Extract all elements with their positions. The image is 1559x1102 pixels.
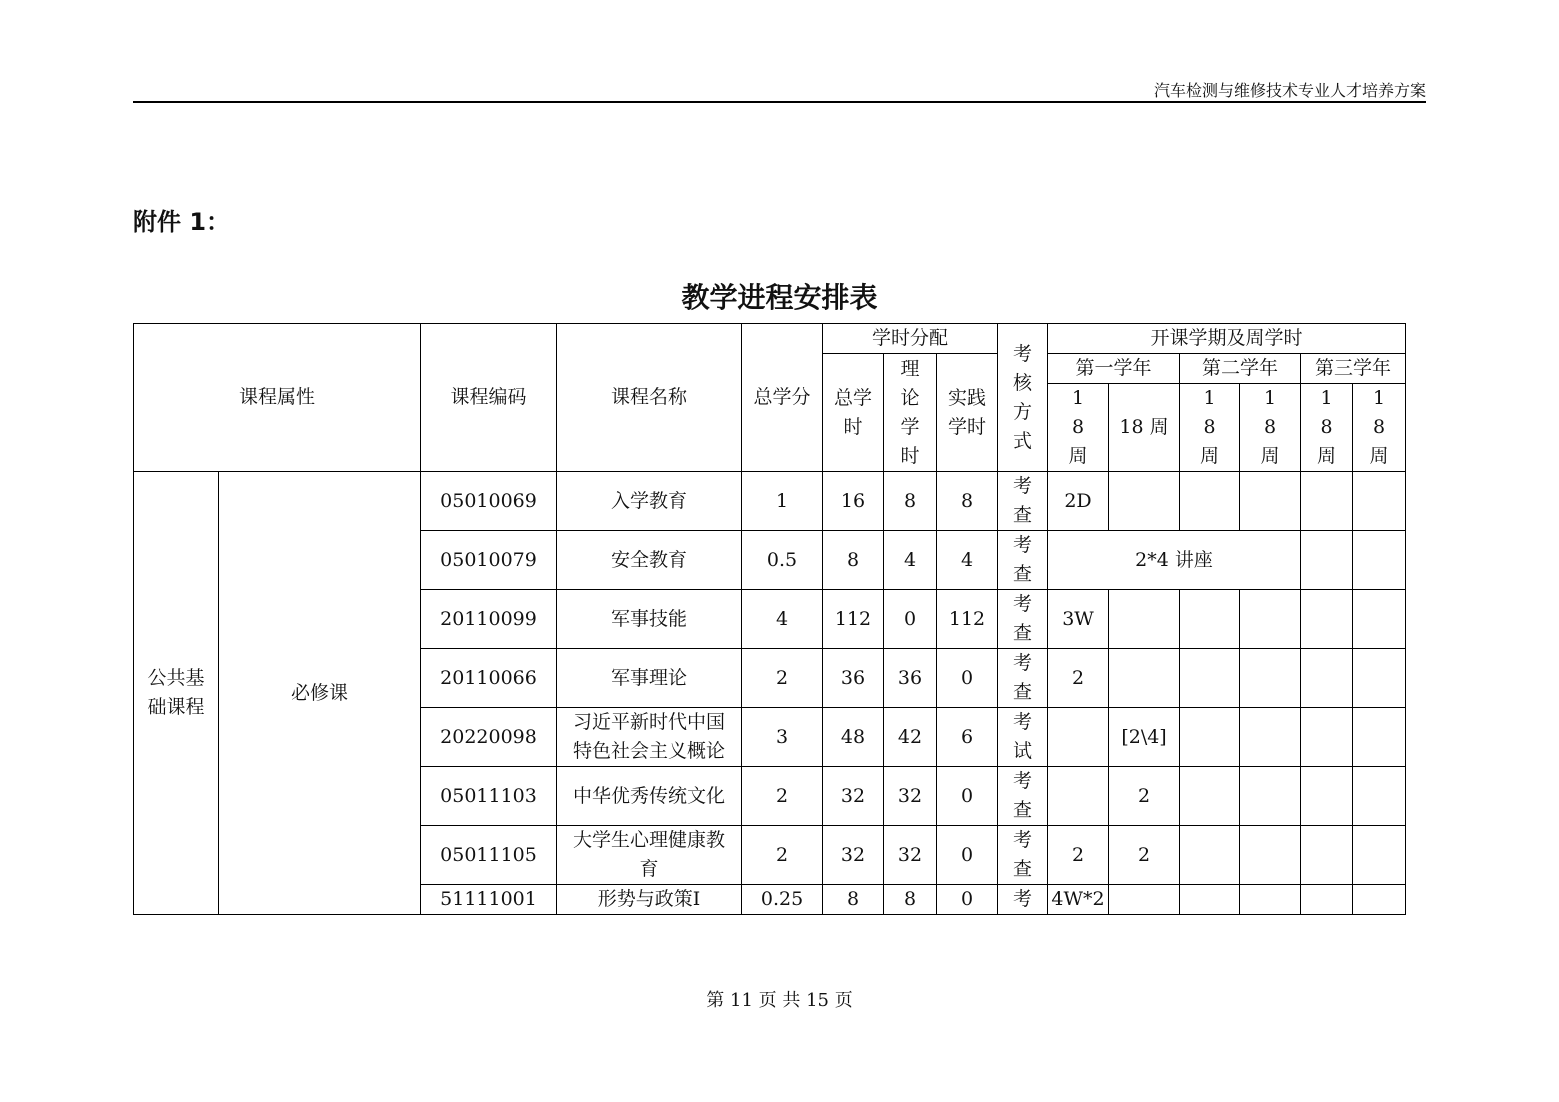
semester-1: 2: [1048, 649, 1109, 708]
assessment-text: 考查: [1013, 534, 1033, 585]
credits: 2: [742, 649, 823, 708]
theory-hours: 0: [884, 590, 937, 649]
credits: 1: [742, 472, 823, 531]
semester-2: [1109, 472, 1180, 531]
semester-3: [1180, 708, 1240, 767]
assessment: [998, 531, 1048, 590]
semester-5: [1301, 590, 1353, 649]
semester-3: [1180, 472, 1240, 531]
assessment: [998, 590, 1048, 649]
week-text: 18周: [1317, 387, 1337, 467]
semester-2: [1109, 885, 1180, 915]
course-name-text: 大学生心理健康教育: [573, 829, 726, 880]
assessment: [998, 708, 1048, 767]
credits: 3: [742, 708, 823, 767]
col-assessment: [998, 324, 1048, 472]
semester-2: 2: [1109, 767, 1180, 826]
semester-5: [1301, 826, 1353, 885]
theory-hours-text: 理论学时: [900, 357, 920, 467]
semester-6: [1353, 649, 1406, 708]
practice-hours: 6: [937, 708, 998, 767]
practice-hours: 0: [937, 767, 998, 826]
total-hours-text: 总学时: [834, 386, 873, 438]
total-hours: 8: [823, 531, 884, 590]
semester-span-lecture: 2*4 讲座: [1048, 531, 1301, 590]
semester-6: [1353, 472, 1406, 531]
course-code: 05010079: [421, 531, 557, 590]
running-header: 汽车检测与维修技术专业人才培养方案: [1153, 81, 1426, 100]
assessment: [998, 885, 1048, 915]
semester-3: [1180, 649, 1240, 708]
total-hours: 16: [823, 472, 884, 531]
assessment-text: 考: [1013, 888, 1033, 910]
total-hours: 48: [823, 708, 884, 767]
semester-5: [1301, 531, 1353, 590]
semester-1: 4W*2: [1048, 885, 1109, 915]
course-name: 军事理论: [557, 649, 742, 708]
theory-hours: 36: [884, 649, 937, 708]
col-year3: 第三学年: [1301, 354, 1406, 384]
assessment-text: 考查: [1013, 770, 1033, 821]
semester-5: [1301, 472, 1353, 531]
course-name: 入学教育: [557, 472, 742, 531]
assessment-header-text: 考核方式: [1013, 342, 1033, 452]
theory-hours: 42: [884, 708, 937, 767]
practice-hours: 4: [937, 531, 998, 590]
col-course-code: 课程编码: [421, 324, 557, 472]
theory-hours: 4: [884, 531, 937, 590]
course-code: 20110066: [421, 649, 557, 708]
course-name: 军事技能: [557, 590, 742, 649]
semester-5: [1301, 708, 1353, 767]
theory-hours: 32: [884, 826, 937, 885]
category-cell: [134, 472, 219, 915]
semester-4: [1240, 708, 1301, 767]
schedule-table: [133, 323, 1406, 915]
course-code: 20220098: [421, 708, 557, 767]
category-text: 公共基础课程: [147, 667, 205, 718]
page-number: 第 11 页 共 15 页: [706, 990, 853, 1011]
semester-6: [1353, 826, 1406, 885]
page-title: 教学进程安排表: [681, 281, 878, 314]
credits: 0.5: [742, 531, 823, 590]
theory-hours: 32: [884, 767, 937, 826]
credits: 0.25: [742, 885, 823, 915]
col-total-hours: [823, 354, 884, 472]
assessment-text: 考查: [1013, 652, 1033, 703]
assessment: [998, 826, 1048, 885]
semester-6: [1353, 767, 1406, 826]
practice-hours-text: 实践学时: [948, 386, 987, 438]
course-code: 05011103: [421, 767, 557, 826]
semester-6: [1353, 885, 1406, 915]
subcategory-cell: 必修课: [219, 472, 421, 915]
theory-hours: 8: [884, 885, 937, 915]
total-hours: 32: [823, 767, 884, 826]
semester-4: [1240, 649, 1301, 708]
semester-6: [1353, 708, 1406, 767]
semester-1: 3W: [1048, 590, 1109, 649]
semester-6: [1353, 590, 1406, 649]
course-code: 05010069: [421, 472, 557, 531]
assessment-text: 考查: [1013, 475, 1033, 526]
credits: 4: [742, 590, 823, 649]
assessment-text: 考查: [1013, 829, 1033, 880]
header-row-1: [134, 324, 1406, 354]
practice-hours: 0: [937, 826, 998, 885]
course-name: 形势与政策Ⅰ: [557, 885, 742, 915]
appendix-label: 附件 1：: [133, 208, 231, 236]
col-course-name: 课程名称: [557, 324, 742, 472]
credits: 2: [742, 767, 823, 826]
col-week-5: [1301, 384, 1353, 472]
semester-6: [1353, 531, 1406, 590]
practice-hours: 0: [937, 649, 998, 708]
col-week-2: 18 周: [1109, 384, 1180, 472]
theory-hours: 8: [884, 472, 937, 531]
total-hours: 32: [823, 826, 884, 885]
assessment-text: 考试: [1013, 711, 1033, 762]
col-semester-group: 开课学期及周学时: [1048, 324, 1406, 354]
week-text: 18周: [1369, 387, 1389, 467]
credits: 2: [742, 826, 823, 885]
course-name: [557, 826, 742, 885]
practice-hours: 8: [937, 472, 998, 531]
col-hours-group: 学时分配: [823, 324, 998, 354]
col-theory-hours: [884, 354, 937, 472]
header-rule: [133, 101, 1426, 103]
practice-hours: 112: [937, 590, 998, 649]
total-hours: 112: [823, 590, 884, 649]
semester-5: [1301, 767, 1353, 826]
col-week-6: [1353, 384, 1406, 472]
col-year1: 第一学年: [1048, 354, 1180, 384]
semester-4: [1240, 885, 1301, 915]
col-total-credits: 总学分: [742, 324, 823, 472]
course-code: 05011105: [421, 826, 557, 885]
col-year2: 第二学年: [1180, 354, 1301, 384]
week-text: 18周: [1260, 387, 1280, 467]
semester-4: [1240, 472, 1301, 531]
semester-5: [1301, 885, 1353, 915]
semester-2: 2: [1109, 826, 1180, 885]
semester-3: [1180, 590, 1240, 649]
semester-4: [1240, 767, 1301, 826]
semester-3: [1180, 767, 1240, 826]
semester-1: [1048, 708, 1109, 767]
semester-2: [1109, 649, 1180, 708]
table-row: [134, 472, 1406, 531]
assessment-text: 考查: [1013, 593, 1033, 644]
semester-4: [1240, 590, 1301, 649]
semester-4: [1240, 826, 1301, 885]
col-week-4: [1240, 384, 1301, 472]
course-name: 中华优秀传统文化: [557, 767, 742, 826]
semester-1: [1048, 767, 1109, 826]
course-code: 20110099: [421, 590, 557, 649]
col-practice-hours: [937, 354, 998, 472]
semester-1: 2D: [1048, 472, 1109, 531]
semester-1: 2: [1048, 826, 1109, 885]
semester-3: [1180, 885, 1240, 915]
semester-2: [2\4]: [1109, 708, 1180, 767]
course-name: 安全教育: [557, 531, 742, 590]
assessment: [998, 767, 1048, 826]
col-week-3: [1180, 384, 1240, 472]
col-week-1: [1048, 384, 1109, 472]
semester-3: [1180, 826, 1240, 885]
week-text: 18周: [1200, 387, 1220, 467]
total-hours: 8: [823, 885, 884, 915]
week-text: 18周: [1068, 387, 1088, 467]
semester-5: [1301, 649, 1353, 708]
assessment: [998, 649, 1048, 708]
course-name-text: 习近平新时代中国特色社会主义概论: [573, 711, 726, 762]
practice-hours: 0: [937, 885, 998, 915]
col-course-attr: 课程属性: [134, 324, 421, 472]
semester-2: [1109, 590, 1180, 649]
assessment: [998, 472, 1048, 531]
course-code: 51111001: [421, 885, 557, 915]
course-name: [557, 708, 742, 767]
total-hours: 36: [823, 649, 884, 708]
